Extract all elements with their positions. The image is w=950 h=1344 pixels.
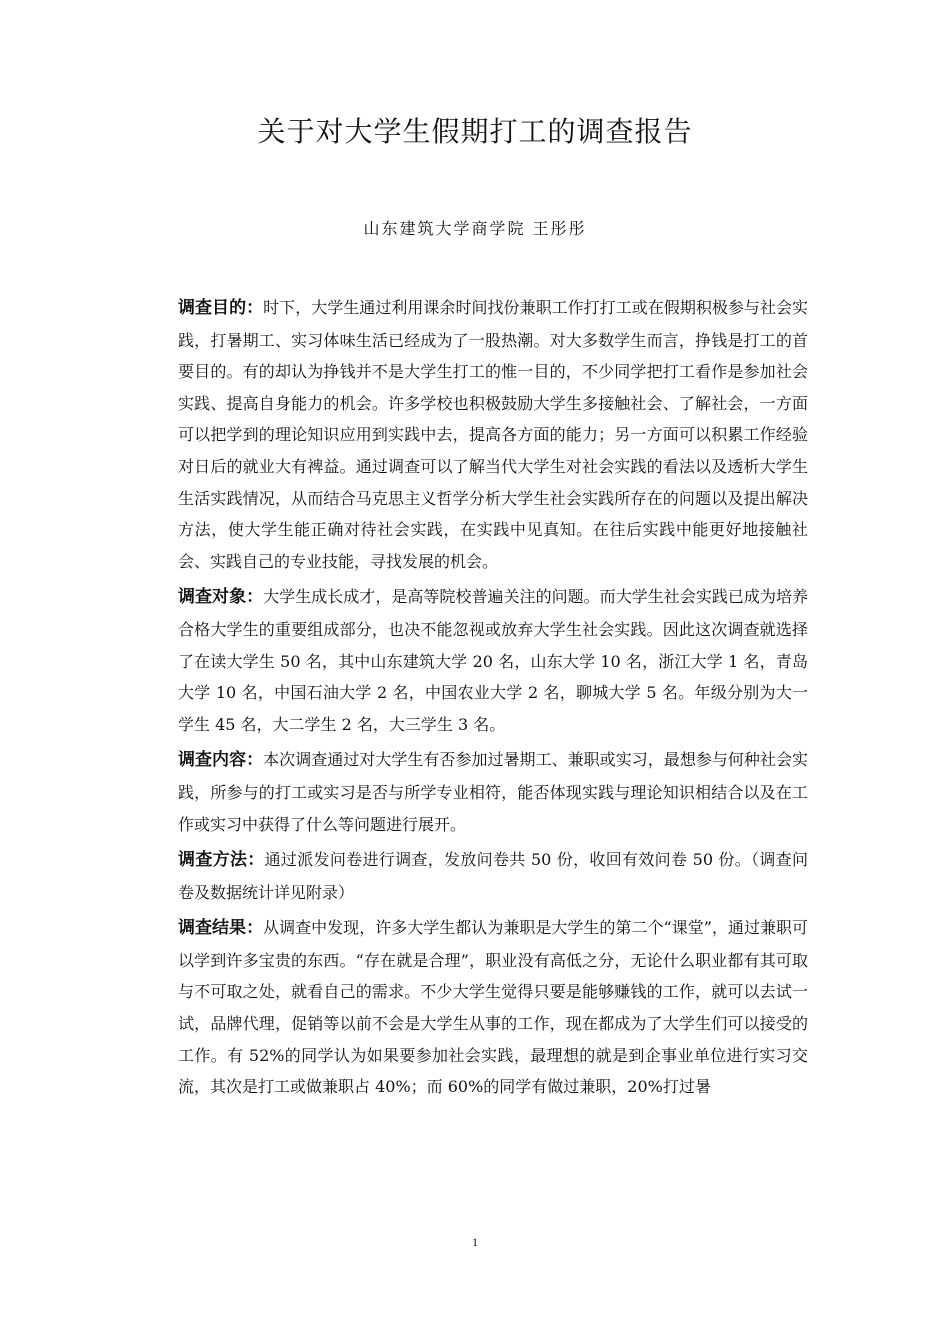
section-heading: 调查目的： (178, 298, 264, 318)
section-text: 从调查中发现，许多大学生都认为兼职是大学生的第二个“课堂”，通过兼职可以学到许多宝贵的东西。“存在就是合理”，职业没有高低之分，无论什么职业都有其可取与不可取之处，就看自己的需求。不少大学生觉得只要是能够赚钱的工作，就可以去试一试，品牌代理，促销等以前不会是大学生从事的工作，现在都成为了大学生们可以接受的工作。有 52%的同学认为如果要参加社会实践，最理想的就是到企事业单位进行实习交流，其次是打工或做兼职占 40%；而 60%的同学有做过兼职，20%打过暑 (178, 918, 808, 1097)
section-content (178, 744, 808, 840)
section-text: 时下，大学生通过利用课余时间找份兼职工作打打工或在假期积极参与社会实践，打暑期工、实习体味生活已经成为了一股热潮。对大多数学生而言，挣钱是打工的首要目的。有的却认为挣钱并不是大学生打工的惟一目的，不少同学把打工看作是参加社会实践、提高自身能力的机会。许多学校也积极鼓励大学生多接触社会、了解社会，一方面可以把学到的理论知识应用到实践中去，提高各方面的能力；另一方面可以积累工作经验对日后的就业大有裨益。通过调查可以了解当代大学生对社会实践的看法以及透析大学生生活实践情况，从而结合马克思主义哲学分析大学生社会实践所存在的问题以及提出解决方法，使大学生能正确对待社会实践，在实践中见真知。在往后实践中能更好地接触社会、实践自己的专业技能，寻找发展的机会。 (178, 298, 808, 571)
section-method (178, 844, 808, 908)
section-results (178, 912, 808, 1103)
section-subjects (178, 581, 808, 740)
page-number: 1 (472, 1235, 478, 1249)
document-body (178, 292, 808, 1107)
section-text: 大学生成长成才，是高等院校普遍关注的问题。而大学生社会实践已成为培养合格大学生的重要组成部分，也决不能忽视或放弃大学生社会实践。因此这次调查就选择了在读大学生 50 名，其中山东建筑大学 20 名，山东大学 10 名，浙江大学 1 名，青岛大学 10 名，中国石油大学 2 名，中国农业大学 2 名，聊城大学 5 名。年级分别为大一学生 45 名，大二学生 2 名，大三学生 3 名。 (178, 587, 808, 734)
section-heading: 调查方法： (178, 850, 265, 871)
section-text: 通过派发问卷进行调查，发放问卷共 50 份，收回有效问卷 50 份。（调查问卷及数据统计详见附录） (178, 850, 808, 902)
section-heading: 调查内容： (178, 750, 264, 771)
section-heading: 调查结果： (178, 918, 264, 939)
section-purpose (178, 292, 808, 577)
section-heading: 调查对象： (178, 587, 264, 608)
author-line: 山东建筑大学商学院 王彤彤 (363, 219, 587, 238)
section-text: 本次调查通过对大学生有否参加过暑期工、兼职或实习，最想参与何种社会实践，所参与的打工或实习是否与所学专业相符，能否体现实践与理论知识相结合以及在工作或实习中获得了什么等问题进行展开。 (178, 750, 808, 834)
document-title: 关于对大学生假期打工的调查报告 (257, 115, 693, 148)
